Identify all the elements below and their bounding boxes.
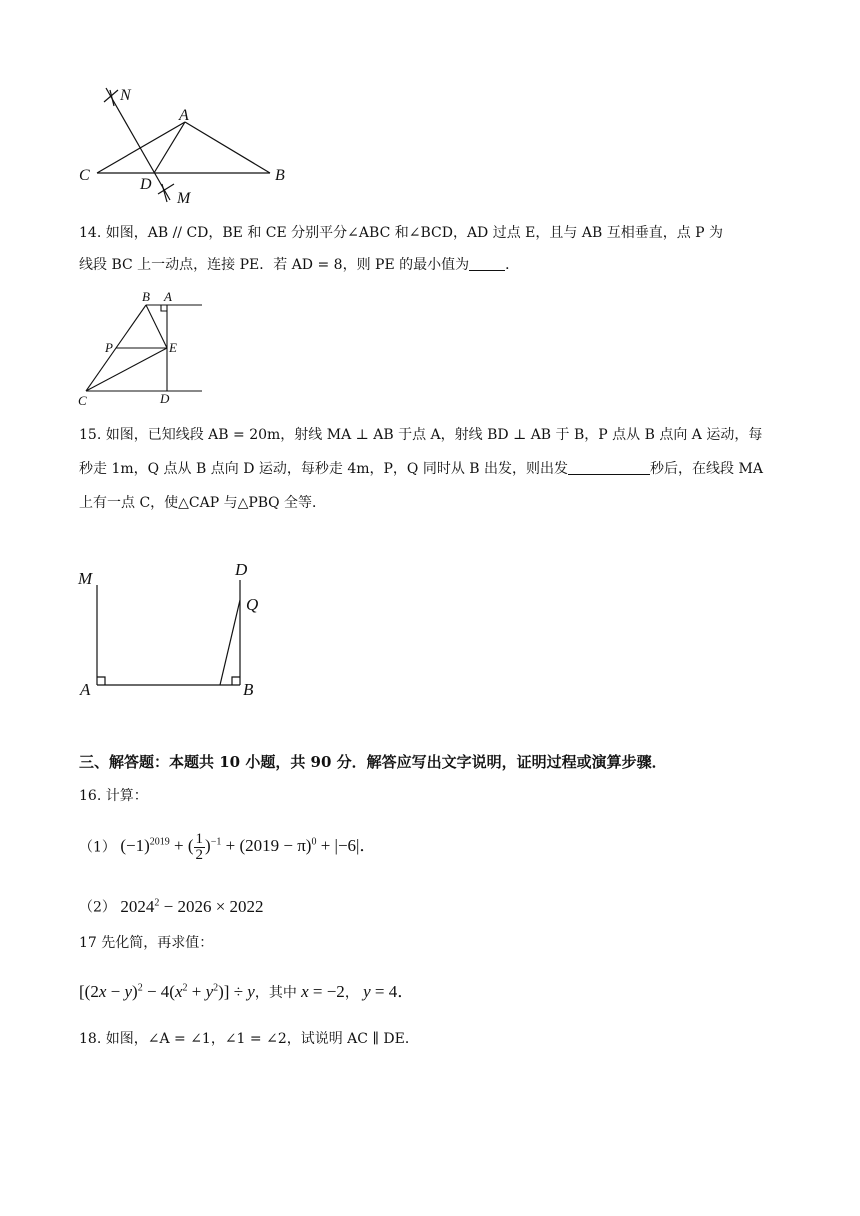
label-a: A [179, 107, 189, 124]
figure-q13 [70, 80, 300, 210]
q17-text: 先化简，再求值： [101, 935, 214, 951]
q16-part2 [79, 893, 264, 918]
q17-expr-line [79, 978, 414, 1003]
q17-line [79, 933, 213, 953]
q16-part1-expr: $(-1)^{2019}$ + ( 1 2 )$^{-1} + (2019 - \pi)^0 + |-6|$． [120, 831, 377, 863]
figure-q15 [72, 555, 272, 705]
q16-part2-expr: $2024^2 - 2026 \times 2022$ [120, 896, 264, 916]
label-c14: C [78, 393, 87, 408]
label-e14: E [169, 340, 177, 355]
q14-line1 [79, 223, 723, 243]
label-p14: P [105, 340, 113, 355]
label-n: N [120, 87, 131, 104]
q15-line3 [79, 493, 326, 513]
q18-text: 如图，∠A = ∠1，∠1 = ∠2，试说明 AC ∥ DE． [105, 1031, 419, 1047]
q16-line [79, 786, 148, 806]
q14-line2 [79, 255, 519, 275]
q15-text-line2: 秒走 1m，Q 点从 B 点向 D 运动，每秒走 4m，P，Q 同时从 B 出发，则出发 [79, 461, 569, 477]
label-q15: Q [246, 595, 259, 614]
label-d: D [140, 176, 152, 193]
label-a15: A [80, 680, 91, 699]
label-c: C [79, 167, 90, 184]
q14-text-line2: 线段 BC 上一动点，连接 PE．若 AD = 8，则 PE 的最小值为 [79, 257, 470, 273]
label-b: B [275, 167, 285, 184]
q18-number: 18. [79, 1031, 102, 1047]
q15-number: 15. [79, 427, 102, 443]
q15-text-line3: 上有一点 C，使△CAP 与△PBQ 全等． [79, 495, 327, 511]
q17-number: 17 [79, 935, 97, 951]
q16-part1 [79, 832, 376, 862]
q17-expr: $[(2x - y)^2 - 4(x^2 + y^2)] \div y$，其中 x = −2， y = 4． [79, 981, 415, 1001]
q15-line2-end: 秒后，在线段 MA [650, 461, 763, 477]
label-b15: B [243, 680, 254, 699]
q16-part1-label: （1） [79, 839, 116, 856]
label-b14: B [142, 289, 150, 304]
q18-line [79, 1029, 419, 1049]
q16-text: 计算： [105, 788, 148, 804]
q14-answer-blank[interactable] [469, 256, 505, 271]
label-d14: D [160, 391, 170, 406]
label-d15: D [235, 560, 248, 579]
q15-text-line1: 如图，已知线段 AB = 20m，射线 MA ⊥ AB 于点 A，射线 BD ⊥ AB 于 B，P 点从 B 点向 A 运动，每 [105, 427, 763, 443]
label-m: M [177, 190, 191, 207]
q15-answer-blank[interactable] [568, 460, 650, 475]
section-heading: 三、解答题：本题共 10 小题，共 90 分．解答应写出文字说明，证明过程或演算步骤． [79, 753, 667, 771]
q16-part2-label: （2） [79, 899, 116, 916]
q14-text-line1: 如图，AB // CD，BE 和 CE 分别平分∠ABC 和∠BCD，AD 过点 E，且与 AB 互相垂直，点 P 为 [105, 225, 724, 241]
q15-line2 [79, 459, 763, 479]
q14-line2-end: ． [505, 257, 520, 273]
label-a14: A [164, 289, 172, 304]
q14-number: 14. [79, 225, 102, 241]
figure-q14 [72, 288, 212, 410]
label-m15: M [78, 569, 93, 588]
q15-line1 [79, 425, 762, 445]
q16-number: 16. [79, 788, 102, 804]
